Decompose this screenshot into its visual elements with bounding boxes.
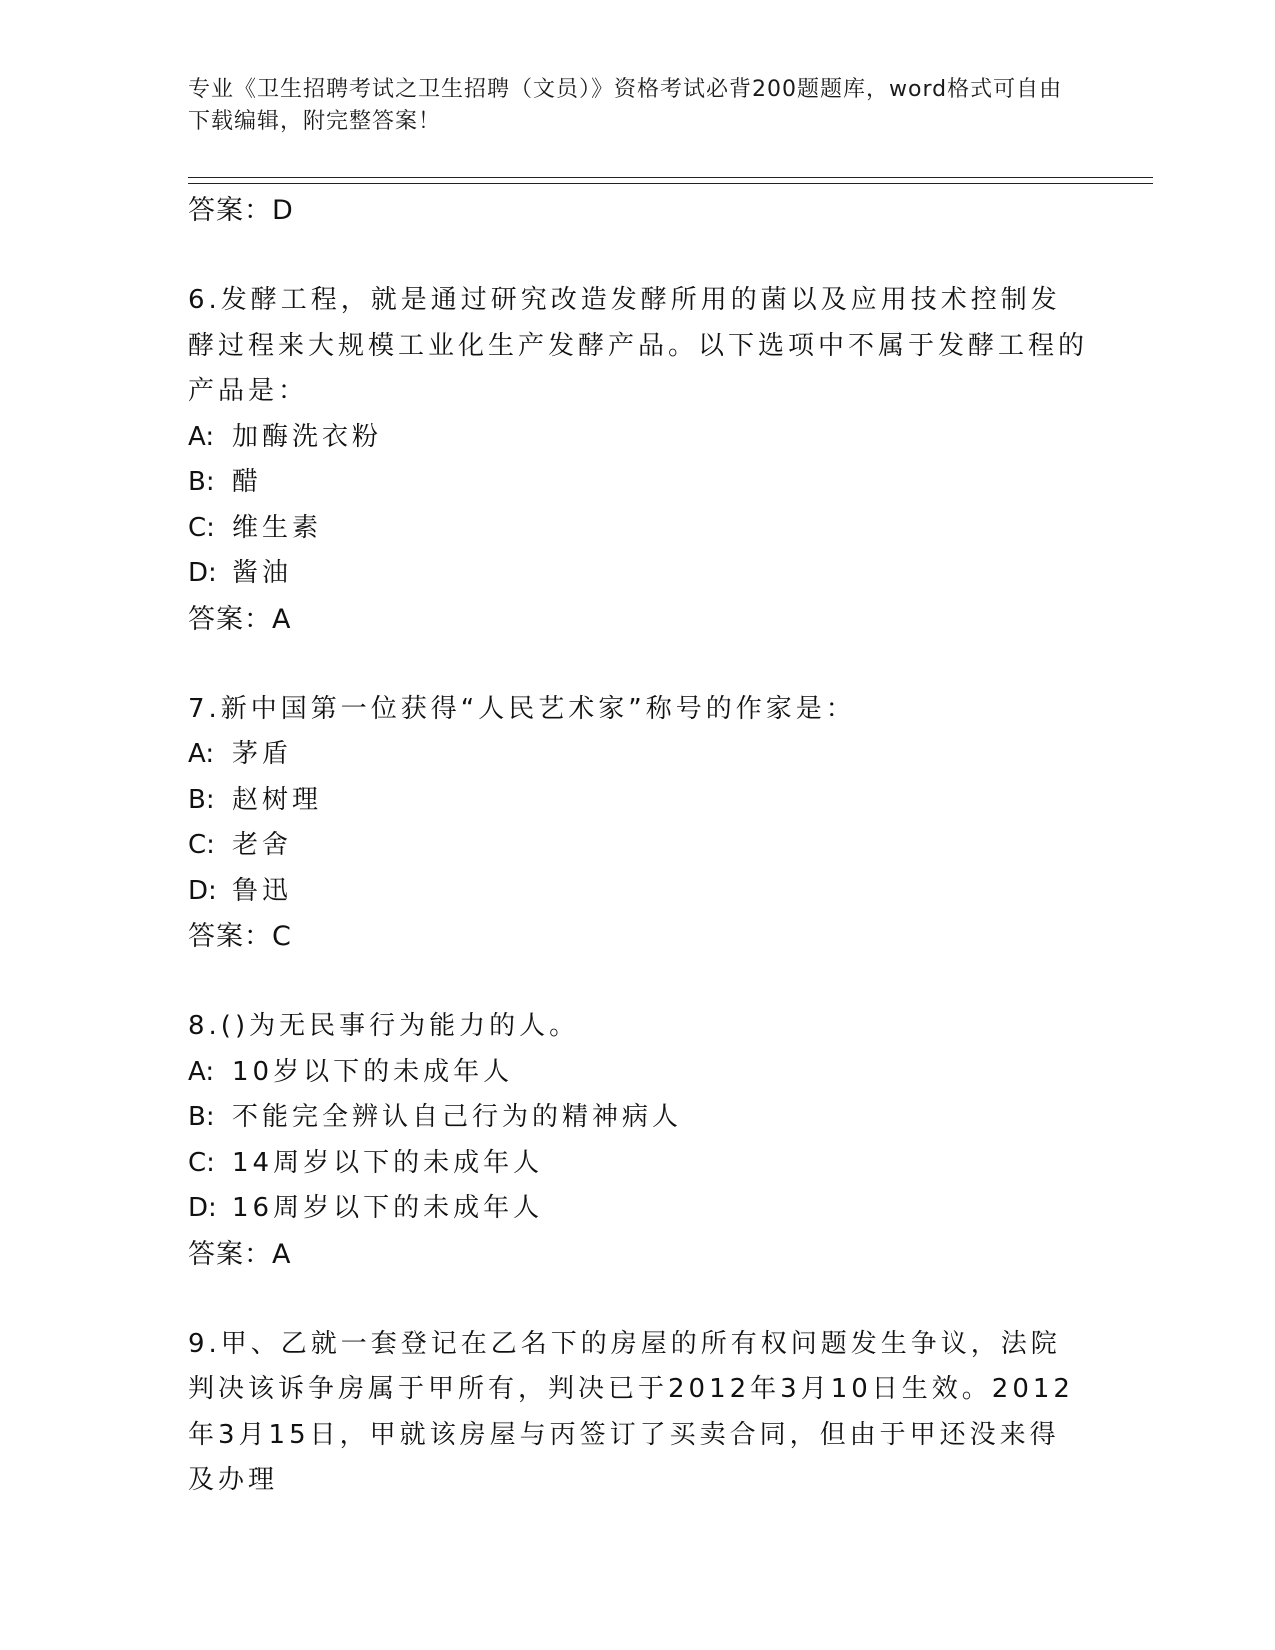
option-b <box>188 460 1088 506</box>
option-c <box>188 1141 1088 1187</box>
option-d <box>188 551 1088 597</box>
option-text: 茅盾 <box>232 739 293 769</box>
option-text: 鲁迅 <box>232 875 293 906</box>
option-text: 不能完全辨认自己行为的精神病人 <box>232 1102 683 1132</box>
option-text: 赵树理 <box>232 784 323 815</box>
option-a <box>188 732 1088 778</box>
answer-6: 答案：A <box>188 603 292 635</box>
question-stem: 8.()为无民事行为能力的人。 <box>188 1011 580 1041</box>
option-letter: A: <box>188 421 215 452</box>
option-c <box>188 823 1088 869</box>
option-letter: B: <box>188 1102 215 1132</box>
option-text: 维生素 <box>232 512 323 543</box>
question-6 <box>188 278 1088 597</box>
answer-8: 答案：A <box>188 1238 292 1270</box>
answer-7: 答案：C <box>188 921 292 952</box>
option-letter: D: <box>188 1193 217 1223</box>
option-b <box>188 778 1088 824</box>
document-header <box>188 74 1068 138</box>
header-text: 专业《卫生招聘考试之卫生招聘（文员）》资格考试必背200题题库，word格式可自由下载编辑，附完整答案！ <box>188 77 1063 134</box>
option-letter: C: <box>188 512 215 543</box>
option-text: 加酶洗衣粉 <box>232 421 383 452</box>
option-text: 酱油 <box>232 558 293 588</box>
option-letter: B: <box>188 467 215 497</box>
option-text: 14周岁以下的未成年人 <box>232 1147 544 1178</box>
option-d <box>188 1186 1088 1232</box>
question-stem: 9.甲、乙就一套登记在乙名下的房屋的所有权问题发生争议，法院判决该诉争房属于甲所有，判决已于2012年3月10日生效。2012年3月15日，甲就该房屋与丙签订了买卖合同，但由于甲还没来得及办理 <box>188 1328 1074 1495</box>
answer-5: 答案：D <box>188 195 294 226</box>
question-list <box>188 188 1088 1504</box>
option-letter: B: <box>188 784 215 815</box>
option-letter: D: <box>188 875 217 906</box>
option-letter: C: <box>188 830 215 860</box>
header-divider <box>188 177 1153 184</box>
option-text: 16周岁以下的未成年人 <box>232 1193 544 1223</box>
option-letter: A: <box>188 739 215 769</box>
option-a <box>188 1050 1088 1096</box>
option-letter: C: <box>188 1147 215 1178</box>
question-stem: 7.新中国第一位获得“人民艺术家”称号的作家是： <box>188 693 856 724</box>
option-text: 醋 <box>232 467 263 497</box>
option-a <box>188 415 1088 461</box>
question-8 <box>188 1004 1088 1232</box>
option-letter: D: <box>188 558 217 588</box>
option-letter: A: <box>188 1056 215 1087</box>
option-text: 老舍 <box>232 830 293 860</box>
question-9 <box>188 1322 1088 1504</box>
question-7 <box>188 687 1088 915</box>
option-text: 10岁以下的未成年人 <box>232 1056 514 1087</box>
question-stem: 6.发酵工程，就是通过研究改造发酵所用的菌以及应用技术控制发酵过程来大规模工业化生产发酵产品。以下选项中不属于发酵工程的产品是： <box>188 285 1089 406</box>
option-b <box>188 1095 1088 1141</box>
option-c <box>188 506 1088 552</box>
option-d <box>188 869 1088 915</box>
